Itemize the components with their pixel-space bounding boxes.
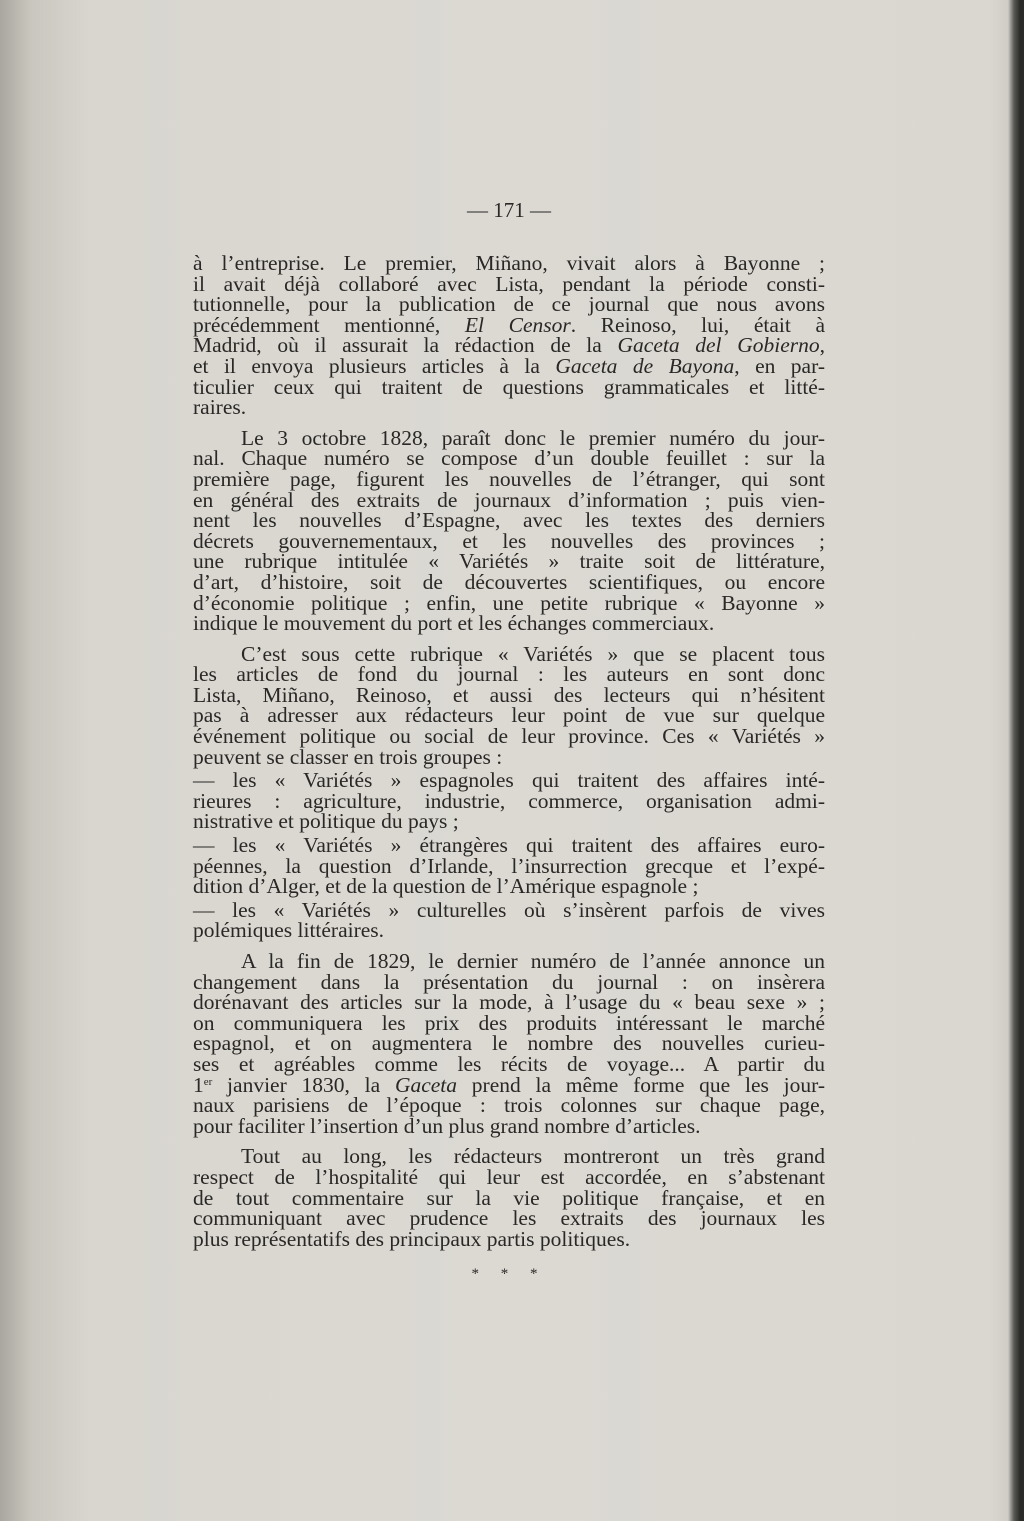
italic-title: Gaceta de Bayona — [555, 353, 735, 378]
text-segment: à l’entreprise. Le premier, Miñano, vivait alors à Bayonne ; — [193, 251, 825, 275]
text-segment: Lista, Miñano, Reinoso, et aussi des lecteurs qui n’hésitent — [193, 682, 825, 707]
text-segment: A la fin de 1829, le dernier numéro de l’année annonce un — [241, 949, 825, 973]
text-line — [193, 1146, 825, 1167]
text-segment: polémiques littéraires. — [193, 918, 385, 943]
text-line — [193, 253, 825, 274]
page-number: — 171 — — [467, 198, 551, 222]
text-segment: indique le mouvement du port et les échanges commerciaux. — [193, 611, 715, 636]
italic-title: Gaceta — [394, 1072, 458, 1097]
text-segment: respect de l’hospitalité qui leur est accordée, en s’abstenant — [193, 1164, 825, 1189]
text-line — [193, 294, 825, 315]
text-line — [193, 1033, 825, 1054]
list-item — [193, 770, 825, 832]
text-line — [193, 271, 825, 296]
text-segment: Madrid, où il assurait la rédaction de la — [193, 333, 618, 358]
text-line — [193, 335, 825, 356]
text-line — [193, 487, 825, 512]
text-segment: janvier 1830, la — [212, 1072, 395, 1097]
italic-title: El Censor — [464, 312, 571, 337]
text-segment: rieures : agriculture, industrie, commerce, organisation admi- — [193, 788, 825, 813]
text-segment: dorénavant des articles sur la mode, à l’usage du « beau sexe » ; — [193, 990, 825, 1015]
text-segment: Tout au long, les rédacteurs montreront un très grand — [241, 1144, 825, 1169]
body-text — [193, 253, 825, 1249]
text-line — [193, 920, 825, 941]
text-line — [193, 374, 825, 399]
text-line — [193, 397, 825, 418]
text-line — [193, 312, 825, 337]
text-segment: décrets gouvernementaux, et les nouvelles des provinces ; — [193, 528, 825, 553]
text-segment: — les « Variétés » étrangères qui traitent des affaires euro- — [193, 833, 825, 858]
text-segment: . Reinoso, lui, était à — [570, 312, 825, 337]
text-line — [193, 1185, 825, 1210]
text-segment: prend la même forme que les jour- — [457, 1072, 825, 1097]
text-line — [193, 1095, 825, 1116]
text-segment: d’économie politique ; enfin, une petite rubrique « Bayonne » — [193, 590, 825, 615]
text-line — [193, 992, 825, 1013]
text-line — [193, 876, 825, 897]
text-line — [193, 590, 825, 615]
text-line — [193, 969, 825, 994]
text-segment: dition d’Alger, et de la question de l’Amérique espagnole ; — [193, 874, 699, 899]
text-line — [193, 510, 825, 531]
text-segment: nal. Chaque numéro se compose d’un double feuillet : sur la — [193, 446, 825, 471]
paragraph — [193, 425, 825, 636]
text-segment: péennes, la question d’Irlande, l’insurrection grecque et l’expé- — [193, 853, 825, 878]
text-segment: première page, figurent les nouvelles de l’étranger, qui sont — [193, 466, 825, 491]
text-line — [193, 744, 825, 769]
superscript: er — [203, 1075, 213, 1088]
text-line — [193, 853, 825, 878]
text-segment: , — [819, 333, 825, 358]
text-line — [193, 770, 825, 791]
text-line — [193, 1113, 825, 1138]
paragraph — [193, 1146, 825, 1249]
text-segment: événement politique ou social de leur province. Ces « Variétés » — [193, 724, 825, 749]
text-line — [193, 425, 825, 450]
text-line — [193, 613, 825, 634]
list-item — [193, 897, 825, 943]
text-line — [193, 788, 825, 813]
text-segment: et il envoya plusieurs articles à la — [193, 353, 556, 378]
paragraph — [193, 951, 825, 1136]
text-line — [193, 528, 825, 553]
text-line — [193, 448, 825, 469]
text-segment: , en par- — [734, 353, 825, 378]
text-segment: on communiquera les prix des produits intéressant le marché — [193, 1010, 825, 1035]
text-line — [193, 811, 825, 832]
text-line — [193, 641, 825, 666]
paragraph — [193, 641, 825, 769]
text-line — [193, 1208, 825, 1229]
text-segment: — les « Variétés » culturelles où s’insèrent parfois de vives — [193, 897, 825, 922]
text-segment: plus représentatifs des principaux partis politiques. — [193, 1226, 631, 1251]
text-segment: ses et agréables comme les récits de voyage... A partir du — [193, 1051, 825, 1076]
text-line — [193, 1226, 825, 1251]
paragraph — [193, 253, 825, 418]
text-line — [193, 1010, 825, 1035]
text-segment: communiquant avec prudence les extraits des journaux les — [193, 1206, 825, 1231]
text-line — [193, 551, 825, 572]
text-segment: peuvent se classer en trois groupes : — [193, 744, 503, 769]
text-line — [193, 466, 825, 491]
text-segment: une rubrique intitulée « Variétés » traite soit de littérature, — [193, 549, 825, 574]
text-line — [193, 726, 825, 747]
text-segment: d’art, d’histoire, soit de découvertes scientifiques, ou encore — [193, 569, 825, 594]
text-line — [193, 835, 825, 856]
text-segment: pour faciliter l’insertion d’un plus grand nombre d’articles. — [193, 1113, 701, 1138]
list-item — [193, 835, 825, 897]
text-segment: 1 — [193, 1072, 204, 1097]
text-segment: nent les nouvelles d’Espagne, avec les textes des derniers — [193, 508, 825, 533]
text-segment: de tout commentaire sur la vie politique française, et en — [193, 1185, 825, 1210]
text-line — [193, 897, 825, 922]
text-segment: Le 3 octobre 1828, paraît donc le premier numéro du jour- — [241, 425, 825, 450]
text-segment: changement dans la présentation du journal : on insèrera — [193, 969, 825, 994]
text-segment: tutionnelle, pour la publication de ce journal que nous avons — [193, 292, 825, 317]
text-line — [193, 353, 825, 378]
text-line — [193, 705, 825, 726]
text-segment: ticulier ceux qui traitent de questions grammaticales et litté- — [193, 374, 825, 399]
text-segment: C’est sous cette rubrique « Variétés » que se placent tous — [241, 641, 825, 666]
text-line — [193, 664, 825, 685]
text-line — [193, 951, 825, 972]
text-segment: en général des extraits de journaux d’information ; puis vien- — [193, 487, 825, 512]
italic-title: Gaceta del Gobierno — [617, 333, 820, 358]
text-line — [193, 1051, 825, 1076]
text-line — [193, 1164, 825, 1189]
text-segment: raires. — [193, 395, 247, 420]
text-line — [193, 569, 825, 594]
text-segment: espagnol, et on augmentera le nombre des nouvelles curieu- — [193, 1031, 825, 1056]
text-segment: nistrative et politique du pays ; — [193, 809, 459, 834]
text-line — [193, 682, 825, 707]
section-break: * * * — [471, 1266, 547, 1282]
text-segment: naux parisiens de l’époque : trois colonnes sur chaque page, — [193, 1093, 825, 1118]
text-segment: les articles de fond du journal : les auteurs en sont donc — [193, 662, 825, 687]
text-segment: il avait déjà collaboré avec Lista, pendant la période consti- — [193, 271, 825, 296]
text-line — [193, 1072, 825, 1097]
text-segment: pas à adresser aux rédacteurs leur point de vue sur quelque — [193, 703, 825, 728]
text-segment: — les « Variétés » espagnoles qui traitent des affaires inté- — [193, 768, 825, 793]
text-segment: précédemment mentionné, — [193, 312, 465, 337]
